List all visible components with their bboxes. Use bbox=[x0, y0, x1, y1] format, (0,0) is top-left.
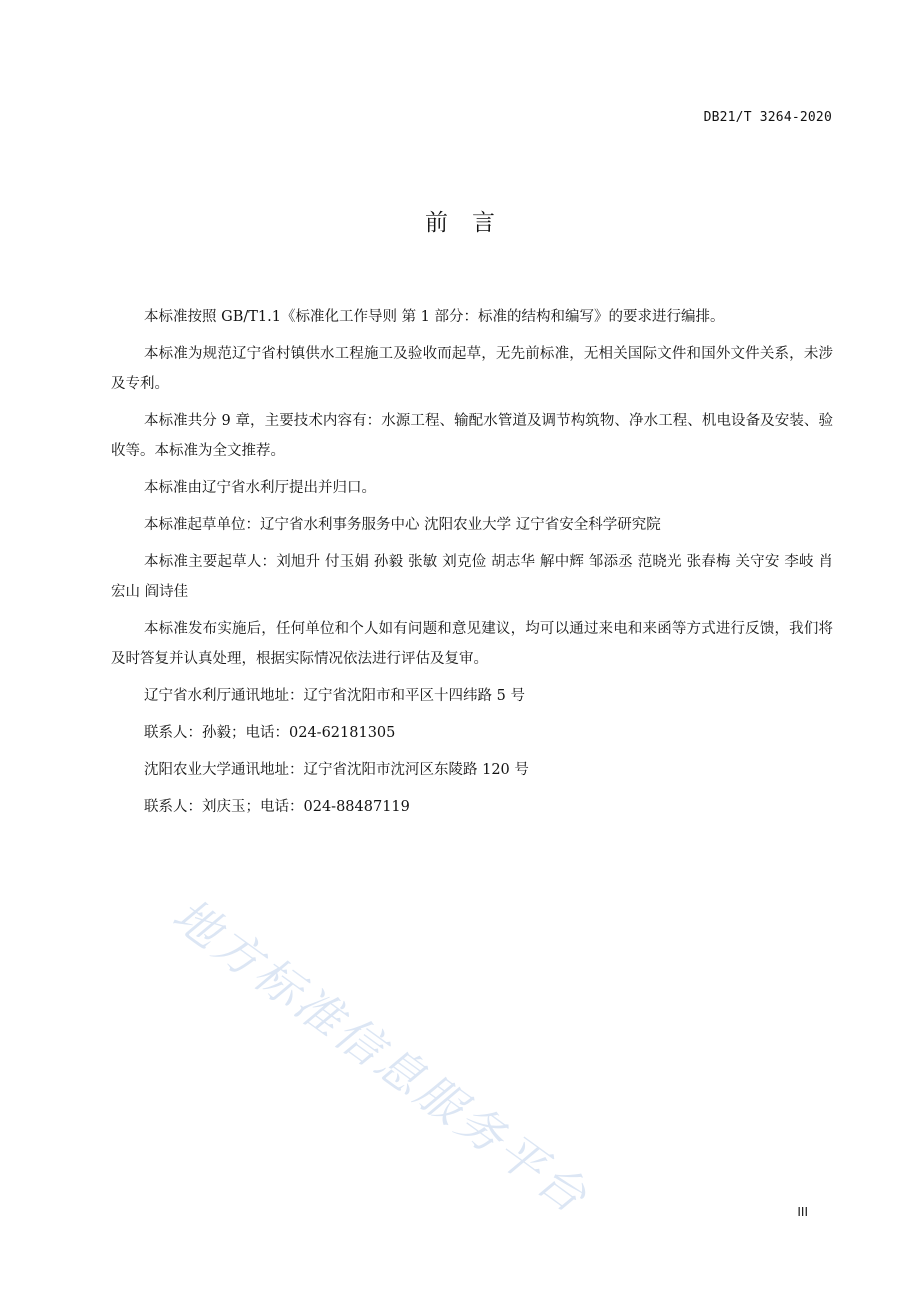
paragraph-feedback: 本标准发布实施后，任何单位和个人如有问题和意见建议，均可以通过来电和来函等方式进行反馈，我们将及时答复并认真处理，根据实际情况依法进行评估及复审。 bbox=[111, 621, 833, 667]
paragraph-proposer: 本标准由辽宁省水利厅提出并归口。 bbox=[144, 480, 376, 496]
paragraph-purpose: 本标准为规范辽宁省村镇供水工程施工及验收而起草，无先前标准，无相关国际文件和国外文件关系，未涉及专利。 bbox=[111, 346, 833, 392]
paragraph-drafting-rules: 本标准按照 GB/T1.1《标准化工作导则 第 1 部分：标准的结构和编写》的要求进行编排。 bbox=[144, 309, 725, 325]
paragraph-contact-2: 联系人：刘庆玉；电话：024-88487119 bbox=[144, 799, 410, 815]
document-code: DB21/T 3264-2020 bbox=[703, 110, 832, 125]
paragraph-contact-1: 联系人：孙毅；电话：024-62181305 bbox=[144, 725, 396, 741]
paragraph-contents: 本标准共分 9 章，主要技术内容有：水源工程、输配水管道及调节构筑物、净水工程、机电设备及安装、验收等。本标准为全文推荐。 bbox=[111, 413, 833, 459]
paragraph-address-1: 辽宁省水利厅通讯地址：辽宁省沈阳市和平区十四纬路 5 号 bbox=[144, 688, 525, 704]
paragraph-drafting-units: 本标准起草单位：辽宁省水利事务服务中心 沈阳农业大学 辽宁省安全科学研究院 bbox=[144, 517, 661, 533]
watermark: 地方标准信息服务平台 bbox=[162, 887, 600, 1225]
body-text bbox=[111, 302, 833, 829]
paragraph-address-2: 沈阳农业大学通讯地址：辽宁省沈阳市沈河区东陵路 120 号 bbox=[144, 762, 529, 778]
page-number: III bbox=[797, 1205, 808, 1219]
paragraph-drafters: 本标准主要起草人：刘旭升 付玉娟 孙毅 张敏 刘克俭 胡志华 解中辉 邹添丞 范晓光 张春梅 关守安 李岐 肖宏山 阎诗佳 bbox=[111, 554, 833, 600]
page-title: 前言 bbox=[425, 210, 519, 236]
